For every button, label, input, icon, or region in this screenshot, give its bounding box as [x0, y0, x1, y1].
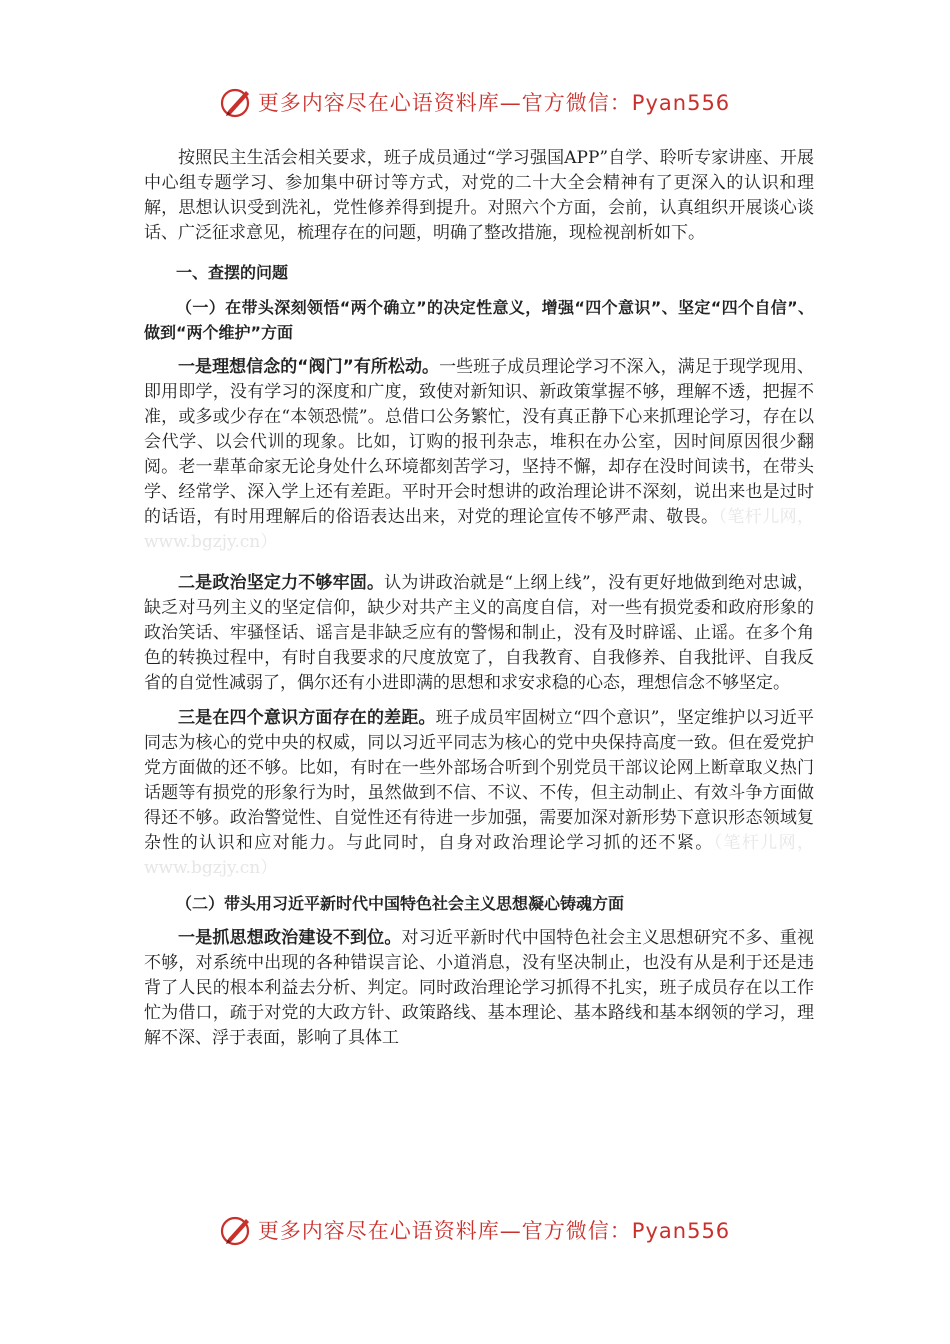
banner-text: 更多内容尽在心语资料库—官方微信：Pyan556 — [257, 91, 731, 115]
paragraph-2-lead: 二是政治坚定力不够牢固。 — [178, 573, 385, 593]
paragraph-1-watermark: （笔杆儿网，www.bgzjy.cn） — [144, 507, 815, 552]
paragraph-1-body: 一些班子成员理论学习不深入，满足于现学现用、即用即学，没有学习的深度和广度，致使对新知识、新政策掌握不够，理解不透，把握不准，或多或少存在“本领恐慌”。总借口公务繁忙，没有真正静下心来抓理论学习，存在以会代学、以会代训的现象。比如，订购的报刊杂志，堆积在办公室，因时间原因很少翻阅。老一辈革命家无论身处什么环境都刻苦学习，坚持不懈，却存在没时间读书，在带头学、经常学、深入学上还有差距。平时开会时想讲的政治理论讲不深刻，说出来也是过时的话语，有时用理解后的俗语表达出来，对党的理论宣传不够严肃、敬畏。 — [144, 357, 814, 527]
pen-logo-icon — [220, 1213, 254, 1247]
paragraph-2-body: 认为讲政治就是“上纲上线”，没有更好地做到绝对忠诚，缺乏对马列主义的坚定信仰，缺少对共产主义的高度自信，对一些有损党委和政府形象的政治笑话、牢骚怪话、谣言是非缺乏应有的警惕和制止，没有及时辟谣、止谣。在多个角色的转换过程中，有时自我要求的尺度放宽了，自我教育、自我修养、自我批评、自我反省的自觉性减弱了，偶尔还有小进即满的思想和求安求稳的心态，理想信念不够坚定。 — [144, 573, 815, 693]
banner-text: 更多内容尽在心语资料库—官方微信：Pyan556 — [257, 1219, 731, 1243]
paragraph-4 — [144, 926, 814, 1051]
document-body — [144, 146, 814, 1051]
subsection-heading-1: （一）在带头深刻领悟“两个确立”的决定性意义，增强“四个意识”、坚定“四个自信”、做到“两个维护”方面 — [144, 298, 814, 342]
pen-logo-icon — [220, 85, 254, 119]
header-banner — [0, 80, 950, 124]
section-heading: 一、查摆的问题 — [176, 263, 289, 282]
paragraph-1 — [144, 355, 814, 555]
intro-paragraph: 按照民主生活会相关要求，班子成员通过“学习强国APP”自学、聆听专家讲座、开展中心组专题学习、参加集中研讨等方式，对党的二十大全会精神有了更深入的认识和理解，思想认识受到洗礼，党性修养得到提升。对照六个方面，会前，认真组织开展谈心谈话、广泛征求意见，梳理存在的问题，明确了整改措施，现检视剖析如下。 — [144, 148, 814, 243]
paragraph-2 — [144, 571, 814, 696]
paragraph-4-lead: 一是抓思想政治建设不到位。 — [178, 928, 402, 948]
footer-banner — [0, 1208, 950, 1252]
subsection-heading-2: （二）带头用习近平新时代中国特色社会主义思想凝心铸魂方面 — [176, 894, 625, 913]
paragraph-4-body: 对习近平新时代中国特色社会主义思想研究不多、重视不够，对系统中出现的各种错误言论、小道消息，没有坚决制止，也没有从是利于还是违背了人民的根本利益去分析、判定。同时政治理论学习抓得不扎实，班子成员存在以工作忙为借口，疏于对党的大政方针、政策路线、基本理论、基本路线和基本纲领的学习，理解不深、浮于表面，影响了具体工 — [144, 928, 815, 1048]
paragraph-3 — [144, 706, 814, 881]
paragraph-3-body: 班子成员牢固树立“四个意识”，坚定维护以习近平同志为核心的党中央的权威，同以习近平同志为核心的党中央保持高度一致。但在爱党护党方面做的还不够。比如，有时在一些外部场合听到个别党员干部议论网上断章取义热门话题等有损党的形象行为时，虽然做到不信、不议、不传，但主动制止、有效斗争方面做得还不够。政治警觉性、自觉性还有待进一步加强，需要加深对新形势下意识形态领域复杂性的认识和应对能力。与此同时，自身对政治理论学习抓的还不紧。 — [144, 708, 814, 853]
paragraph-3-watermark: （笔杆儿网，www.bgzjy.cn） — [144, 833, 814, 878]
paragraph-1-lead: 一是理想信念的“阀门”有所松动。 — [178, 357, 440, 377]
paragraph-3-lead: 三是在四个意识方面存在的差距。 — [178, 708, 436, 728]
